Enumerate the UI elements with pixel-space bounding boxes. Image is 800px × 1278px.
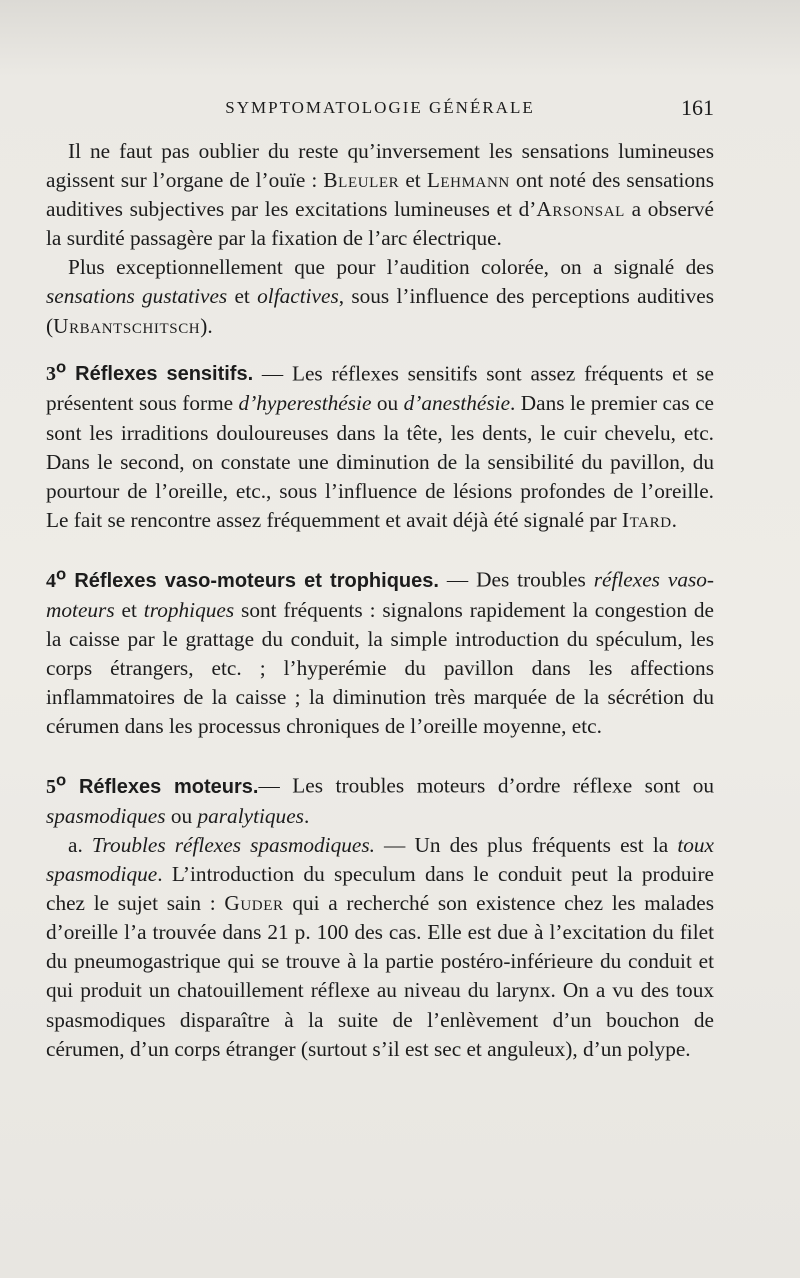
section-title: Réflexes moteurs. xyxy=(66,775,259,798)
italic-term: Troubles réflexes spasmodiques. xyxy=(91,832,375,857)
ordinal-mark: o xyxy=(56,563,67,583)
section-reflexes-sensitifs xyxy=(46,353,714,535)
text-run: . L’introduction du speculum dans le conduit peut la produire chez le sujet sain : xyxy=(46,862,714,916)
italic-term: d’anesthésie xyxy=(403,391,511,416)
ordinal-mark: o xyxy=(56,357,67,377)
section-heading xyxy=(46,357,254,386)
author-name: Guder xyxy=(224,891,284,916)
text-run: ). xyxy=(200,313,213,338)
text-run: . xyxy=(671,507,677,532)
text-run: Il ne faut pas oublier du reste qu’inversement les sensations lumineuses agissent sur l’organe de l’ouïe : xyxy=(46,139,714,193)
italic-term: sensations gustatives xyxy=(46,284,228,309)
text-run: et xyxy=(399,168,427,193)
paragraph-spasmodic-troubles xyxy=(46,831,714,1064)
text-run: — Les réflexes sensitifs sont assez fréquents et se présentent sous forme xyxy=(46,361,715,416)
section-heading xyxy=(46,563,439,592)
text-run: et xyxy=(114,597,144,622)
text-run: — Les troubles moteurs d’ordre réflexe sont ou xyxy=(258,773,714,798)
text-run: ont noté des sensations auditives subjectives par les excitations lumineuses et d’ xyxy=(46,168,714,222)
section-number: 3 xyxy=(46,363,56,386)
text-run: — Des troubles xyxy=(438,567,594,592)
author-name: Lehmann xyxy=(426,168,510,193)
section-heading xyxy=(46,770,259,798)
italic-term: trophiques xyxy=(143,597,235,622)
section-title: Réflexes sensitifs. xyxy=(66,363,254,386)
ordinal-mark: o xyxy=(56,770,67,790)
author-name: Arsonsal xyxy=(536,197,625,222)
section-reflexes-vaso-moteurs xyxy=(46,559,714,741)
italic-term: réflexes vaso-moteurs xyxy=(46,567,715,622)
paragraph-light-sensations xyxy=(46,137,714,253)
paragraph-gustatory-olfactory xyxy=(46,253,714,340)
author-name: Itard xyxy=(621,507,672,532)
italic-term: toux spasmodique xyxy=(46,832,714,887)
text-run: , sous l’influence des perceptions auditives ( xyxy=(46,284,714,338)
text-run: ou xyxy=(371,391,404,416)
italic-term: paralytiques xyxy=(197,803,304,828)
section-number: 4 xyxy=(46,569,56,592)
text-run: Plus exceptionnellement que pour l’audition colorée, on a signalé des xyxy=(68,255,714,280)
text-run: . xyxy=(303,803,310,828)
text-run: sont fréquents : signalons rapidement la congestion de la caisse par le grattage du conduit, la simple introduction du spéculum, les corps étrangers, etc. ; l’hyperémie du pavillon dans les affections inflammatoires de la caisse ; la diminution très marquée de la sécrétion du cérumen dans les processus chroniques de l’oreille moyenne, etc. xyxy=(46,597,714,738)
text-run: a. xyxy=(68,832,92,857)
text-run: ou xyxy=(165,803,198,828)
page-header xyxy=(46,92,714,124)
page-body xyxy=(46,137,714,1064)
text-run: . Dans le premier cas ce sont les irraditions douloureuses dans la tête, les dents, le cuir chevelu, etc. Dans le second, on constate une diminution de la sensibilité du pavillon, du pourtour de l’oreille, etc., sous l’influence de lésions profondes de l’oreille. Le fait se rencontre assez fréquemment et avait déjà été signalé par xyxy=(46,391,714,532)
author-name: Urbantschitsch xyxy=(53,313,201,338)
text-run: et xyxy=(227,284,258,309)
italic-term: spasmodiques xyxy=(46,803,166,828)
running-title: SYMPTOMATOLOGIE GÉNÉRALE xyxy=(225,98,535,117)
section-reflexes-moteurs xyxy=(46,765,714,831)
text-run: — Un des plus fréquents est la xyxy=(374,832,678,857)
section-number: 5 xyxy=(46,775,56,798)
italic-term: olfactives xyxy=(257,284,339,309)
text-run: qui a recherché son existence chez les malades d’oreille l’a trouvée dans 21 p. 100 des cas. Elle est due à l’excitation du filet du pneumogastrique qui se trouve à la partie postéro-inférieure du conduit et qui produit un chatouillement réflexe au niveau du larynx. On a vu des toux spasmodiques disparaître à la suite de l’enlèvement d’un bouchon de cérumen, d’un corps étranger (surtout s’il est sec et anguleux), d’un polype. xyxy=(46,891,714,1061)
section-title: Réflexes vaso-moteurs et trophiques. xyxy=(66,569,439,592)
italic-term: d’hyperesthésie xyxy=(238,391,372,416)
text-run: a observé la surdité passagère par la fixation de l’arc électrique. xyxy=(46,197,714,251)
page-number: 161 xyxy=(681,95,714,120)
author-name: Bleuler xyxy=(323,168,400,193)
